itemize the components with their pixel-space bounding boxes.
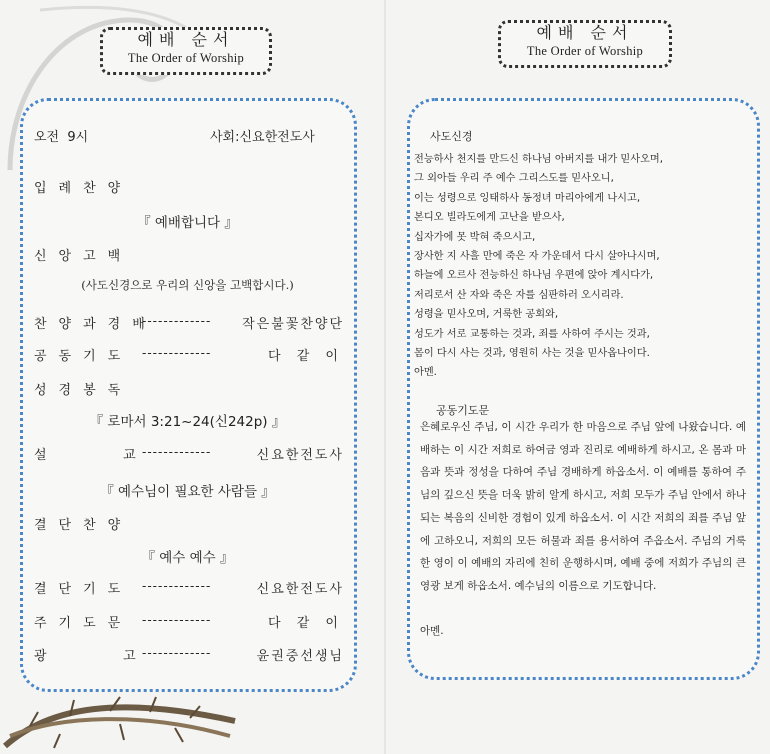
order-title-english: The Order of Worship xyxy=(127,51,245,65)
prayer-heading: 공동기도문 xyxy=(436,404,490,417)
creed-line: 성령을 믿사오며, 거룩한 공회와, xyxy=(414,309,559,321)
order-item-leader: ------------- xyxy=(142,346,212,360)
page-fold xyxy=(384,0,386,754)
order-item-leader: ------------- xyxy=(142,445,212,459)
common-prayer-text: 은혜로우신 주님, 이 시간 우리가 한 마음으로 주님 앞에 나왔습니다. 예배하는 이 시간 저희로 하여금 영과 진리로 예배하게 하시고, 온 몸과 마음과 뜻과 정성을 다하여 주님 경배하게 하옵소서. 이 예배를 통하여 주님의 깊으신 뜻을 더욱 밝히 알게 하시고, 저희 모두가 주님 안에서 하나 되는 복음의 신비한 경험이 있게 하옵소서. 이 시간 저희의 죄를 주님 앞에 고하오니, 저희의 모든 허물과 죄를 용서하여 주옵소서. 주님의 거룩한 영이 이 예배의 자리에 친히 운행하시며, 예배 중에 저희가 주님의 큰 영광 보게 하옵소서. 예수님의 이름으로 기도합니다. xyxy=(420,421,746,592)
creed-line: 하늘에 오르사 전능하신 하나님 우편에 앉아 계시다가, xyxy=(414,270,654,282)
creed-line: 그 외아들 우리 주 예수 그리스도를 믿사오니, xyxy=(414,173,614,185)
order-item-label: 성경봉독 xyxy=(34,383,133,398)
order-item-label: 입례찬양 xyxy=(34,181,133,196)
order-item-leader: ------------- xyxy=(142,613,212,627)
order-title-english-right: The Order of Worship xyxy=(526,44,644,58)
order-item-label: 결단찬양 xyxy=(34,518,133,533)
creed-line: 전능하사 천지를 만드신 하나님 아버지를 내가 믿사오며, xyxy=(414,154,664,165)
creed-line: 성도가 서로 교통하는 것과, 죄를 사하여 주시는 것과, xyxy=(414,328,650,340)
creed-line: 본디오 빌라도에게 고난을 받으사, xyxy=(414,212,565,224)
order-title-korean-right: 예배 순서 xyxy=(536,23,634,42)
order-item-label: 결단기도 xyxy=(34,582,133,597)
order-item-detail: 『 예수 예수 』 xyxy=(141,550,234,566)
crown-of-thorns-ornament xyxy=(0,676,240,754)
creed-line: 아멘. xyxy=(414,367,437,379)
creed-line: 장사한 지 사흘 만에 죽은 자 가운데서 다시 살아나시며, xyxy=(414,251,660,262)
order-item-label: 광 고 xyxy=(34,649,148,664)
order-item-detail: 『 예수님이 필요한 사람들 』 xyxy=(100,484,275,500)
creed-line: 이는 성령으로 잉태하사 동정녀 마리아에게 나시고, xyxy=(414,192,641,204)
order-item-value: 다 같 이 xyxy=(268,349,344,364)
order-item-value: 다 같 이 xyxy=(268,616,344,631)
order-title-box-right xyxy=(498,20,672,68)
creed-heading: 사도신경 xyxy=(430,130,473,143)
creed-line: 몸이 다시 사는 것과, 영원히 사는 것을 믿사옵나이다. xyxy=(414,348,650,359)
order-item-value: 신요한전도사 xyxy=(256,582,344,597)
order-item-leader: ------------- xyxy=(142,579,212,593)
order-item-detail: 『 로마서 3:21~24(신242p) 』 xyxy=(89,414,286,430)
order-item-value: 신요한전도사 xyxy=(256,448,344,463)
order-item-note: (사도신경으로 우리의 신앙을 고백합시다.) xyxy=(81,278,294,292)
order-item-label: 신앙고백 xyxy=(34,249,133,264)
order-item-value: 윤권중선생님 xyxy=(256,649,344,664)
order-title-korean: 예배 순서 xyxy=(137,30,235,49)
order-title-box xyxy=(100,27,272,75)
order-item-detail: 『 예배합니다 』 xyxy=(137,215,238,231)
order-item-label: 주기도문 xyxy=(34,616,133,631)
order-item-label: 찬양과경배 xyxy=(34,317,157,332)
creed-line: 십자가에 못 박혀 죽으시고, xyxy=(414,231,536,243)
order-item-value: 작은불꽃찬양단 xyxy=(242,317,344,332)
order-item-label: 설 교 xyxy=(34,448,148,463)
service-presider: 사회:신요한전도사 xyxy=(210,130,315,145)
order-item-leader: ------------- xyxy=(142,646,212,660)
order-item-label: 공동기도 xyxy=(34,349,133,364)
creed-line: 저리로서 산 자와 죽은 자를 심판하러 오시리라. xyxy=(414,289,624,301)
order-item-leader: ------------- xyxy=(142,314,212,328)
common-prayer-amen: 아멘. xyxy=(420,625,444,637)
service-time: 오전 9시 xyxy=(34,130,89,145)
